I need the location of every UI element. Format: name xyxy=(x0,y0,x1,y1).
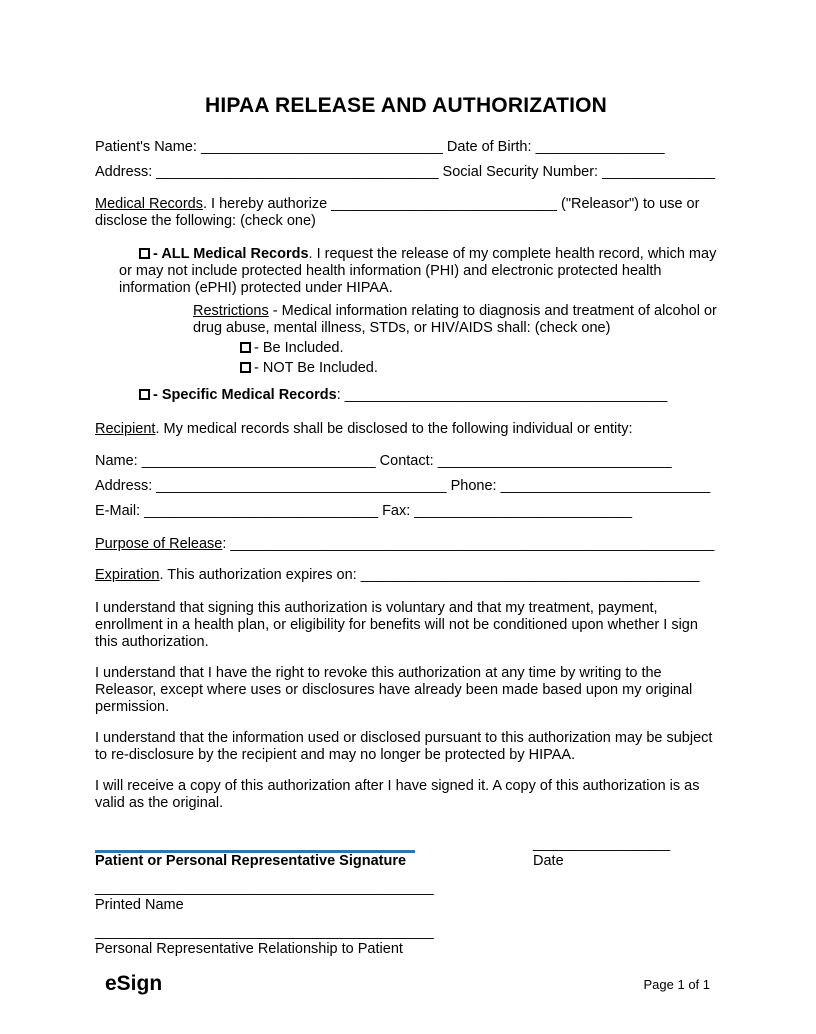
date-blank: _________________ xyxy=(533,836,671,852)
all-medical-records-checkbox[interactable] xyxy=(139,248,150,259)
recipient-text: . My medical records shall be disclosed to the following individual or entity: xyxy=(155,421,633,437)
recipient-email-blank: _____________________________ xyxy=(144,503,379,519)
patient-name-row xyxy=(95,139,717,156)
relationship-block xyxy=(95,924,717,958)
specific-medical-records-checkbox[interactable] xyxy=(139,389,150,400)
be-included-label: - Be Included. xyxy=(254,340,344,356)
purpose-colon: : xyxy=(222,536,227,552)
expiration-heading: Expiration xyxy=(95,567,160,583)
expiration-row xyxy=(95,567,717,584)
relationship-blank: __________________________________________ xyxy=(95,924,434,940)
restrictions-paragraph xyxy=(193,303,717,337)
specific-medical-records-blank: ________________________________________ xyxy=(344,387,668,403)
medical-records-text-after: ("Releasor") to use or disclose the following: (check one) xyxy=(95,196,700,229)
recipient-email-row xyxy=(95,503,717,520)
restriction-option-not-included xyxy=(240,360,717,377)
expiration-blank: __________________________________________ xyxy=(360,567,700,583)
all-medical-records-text: . I request the release of my complete health record, which may or may not include protected health information (PHI) and electronic protected health information (ePHI) protected under HIPAA. xyxy=(119,246,717,296)
redisclosure-paragraph: I understand that the information used or disclosed pursuant to this authorization may be subject to re-disclosure by the recipient and may no longer be protected by HIPAA. xyxy=(95,730,713,763)
ssn-label: Social Security Number: xyxy=(442,164,599,180)
date-label: Date xyxy=(533,853,564,869)
medical-records-text: . I hereby authorize xyxy=(203,196,328,212)
expiration-text: . This authorization expires on: xyxy=(159,567,357,583)
recipient-fax-label: Fax: xyxy=(382,503,411,519)
esign-logo: eSign xyxy=(105,972,163,995)
not-be-included-label: - NOT Be Included. xyxy=(254,360,378,376)
date-block xyxy=(533,836,693,870)
specific-medical-records-item xyxy=(119,387,717,404)
signature-block xyxy=(95,836,425,870)
recipient-phone-blank: __________________________ xyxy=(500,478,711,494)
not-be-included-checkbox[interactable] xyxy=(240,362,251,373)
medical-records-paragraph xyxy=(95,196,717,230)
recipient-address-blank: ____________________________________ xyxy=(156,478,447,494)
purpose-heading: Purpose of Release xyxy=(95,536,223,552)
dob-blank: ________________ xyxy=(535,139,665,155)
all-medical-records-item xyxy=(119,246,717,297)
recipient-heading: Recipient xyxy=(95,421,156,437)
recipient-paragraph xyxy=(95,421,717,438)
patient-address-label: Address: xyxy=(95,164,153,180)
printed-name-label: Printed Name xyxy=(95,897,184,913)
restrictions-text: - Medical information relating to diagnosis and treatment of alcohol or drug abuse, mental illness, STDs, or HIV/AIDS shall: (check one) xyxy=(193,303,717,336)
dob-label: Date of Birth: xyxy=(446,139,532,155)
purpose-of-release-row xyxy=(95,536,717,553)
releasor-blank: ____________________________ xyxy=(331,196,557,212)
recipient-contact-blank: _____________________________ xyxy=(437,453,672,469)
recipient-name-row xyxy=(95,453,717,470)
patient-address-blank: ___________________________________ xyxy=(156,164,439,180)
recipient-address-row xyxy=(95,478,717,495)
revocation-paragraph: I understand that I have the right to revoke this authorization at any time by writing to the Releasor, except where uses or disclosures have already been made based upon my original permission. xyxy=(95,665,693,715)
signature-line-slot xyxy=(95,836,425,853)
be-included-checkbox[interactable] xyxy=(240,342,251,353)
recipient-fax-blank: ___________________________ xyxy=(414,503,633,519)
specific-medical-records-label: - Specific Medical Records xyxy=(153,387,337,403)
signature-row xyxy=(95,836,717,870)
restriction-option-included xyxy=(240,340,717,357)
specific-medical-records-colon: : xyxy=(336,387,341,403)
all-medical-records-label: - ALL Medical Records xyxy=(153,246,309,262)
ssn-blank: ______________ xyxy=(602,164,716,180)
patient-name-blank: ______________________________ xyxy=(200,139,443,155)
recipient-email-label: E-Mail: xyxy=(95,503,141,519)
signature-label: Patient or Personal Representative Signature xyxy=(95,853,407,869)
page-footer xyxy=(105,972,710,996)
purpose-blank: ____________________________________________________________ xyxy=(230,536,715,552)
recipient-contact-label: Contact: xyxy=(379,453,434,469)
recipient-name-label: Name: xyxy=(95,453,138,469)
medical-records-heading: Medical Records xyxy=(95,196,203,212)
page-number: Page 1 of 1 xyxy=(643,976,710,992)
restrictions-heading: Restrictions xyxy=(193,303,269,319)
printed-name-block xyxy=(95,880,717,914)
patient-address-row xyxy=(95,164,717,181)
recipient-name-blank: _____________________________ xyxy=(141,453,376,469)
page-title: HIPAA RELEASE AND AUTHORIZATION xyxy=(204,94,608,117)
acknowledgement-paragraph: I understand that signing this authorization is voluntary and that my treatment, payment, enrollment in a health plan, or eligibility for benefits will not be conditioned upon whether I sign this authorization. xyxy=(95,600,698,650)
recipient-address-label: Address: xyxy=(95,478,153,494)
patient-name-label: Patient's Name: xyxy=(95,139,197,155)
recipient-phone-label: Phone: xyxy=(450,478,497,494)
copy-paragraph: I will receive a copy of this authorization after I have signed it. A copy of this authorization is as valid as the original. xyxy=(95,778,700,811)
document-content xyxy=(95,0,717,958)
printed-name-blank: __________________________________________ xyxy=(95,880,434,896)
relationship-label: Personal Representative Relationship to Patient xyxy=(95,941,403,957)
